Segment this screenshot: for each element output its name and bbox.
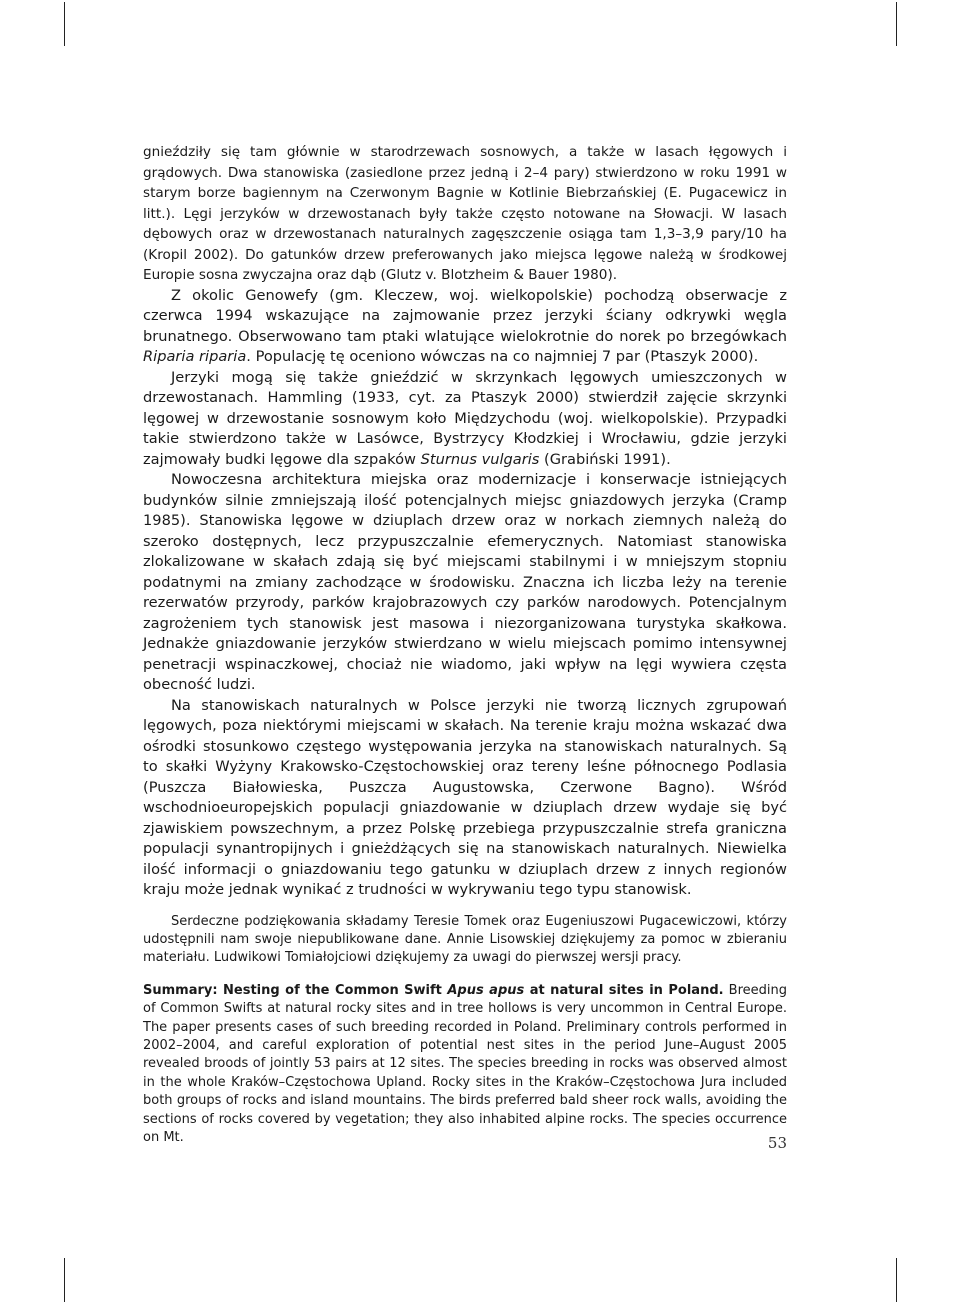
paragraph-2-text-b: . Populację tę oceniono wówczas na co najmniej 7 par (Ptaszyk 2000). <box>246 348 759 365</box>
crop-mark-top-right <box>896 2 897 46</box>
paragraph-1-part-a: gnieździły się tam głównie w starodrzewach sosnowych, a także w lasach łęgowych i grądowych. Dwa stanowiska (zasiedlone przez jedną i 2–4 pary) stwierdzono w roku 1991 w starym borze bagiennym na Czerwonym Bagnie w Kotlinie Biebrzańskiej (E. Pugacewicz in litt.). <box>143 144 787 222</box>
summary-section <box>143 982 787 1148</box>
summary-heading-a: Summary: Nesting of the Common Swift <box>143 982 448 998</box>
crop-mark-top-left <box>64 2 65 46</box>
summary-body: Breeding of Common Swifts at natural rocky sites and in tree hollows is very uncommon in Central Europe. The paper presents cases of such breeding recorded in Poland. Preliminary controls performed in 2002–2004, and careful exploration of potential nest sites in the period June–August 2005 revealed broods of jointly 53 pairs at 12 sites. The species breeding in rocks was observed almost in the whole Kraków–Częstochowa Upland. Rocky sites in the Kraków–Częstochowa Jura included both groups of rocks and island mountains. The birds preferred bald sheer rock walls, avoiding the sections of rocks covered by vegetation; they also inhabited alpine rocks. The species occurrence on Mt. <box>143 982 787 1145</box>
page-number: 53 <box>767 1134 787 1152</box>
paragraph-3-text-b: (Grabiński 1991). <box>539 450 671 468</box>
paragraph-1-part-b: Lęgi jerzyków w drzewostanach były także często notowane na Słowacji. W lasach dębowych oraz w drzewostanach naturalnych zagęszczenie osiąga tam 1,3–3,9 pary/10 ha (Kropil 2002). Do gatunków drzew preferowanych jako miejsca lęgowe należą w środkowej Europie sosna zwyczajna oraz dąb (Glutz v. Blotzheim & Bauer 1980). <box>143 205 788 283</box>
page-body <box>143 142 787 1147</box>
paragraph-2 <box>143 286 787 368</box>
species-name-sturnus: Sturnus vulgaris <box>420 450 540 468</box>
summary-heading-b: at natural sites in Poland. <box>524 982 724 998</box>
paragraph-5: Na stanowiskach naturalnych w Polsce jerzyki nie tworzą licznych zgrupowań lęgowych, poza niektórymi miejscami w skałach. Na terenie kraju można wskazać dwa ośrodki stosunkowo częstego występowania jerzyka na stanowiskach naturalnych. Są to skałki Wyżyny Krakowsko-Częstochowskiej oraz tereny leśne północnego Podlasia (Puszcza Białowieska, Puszcza Augustowska, Czerwone Bagno). Wśród wschodnioeuropejskich populacji gniazdowanie w dziuplach drzew wydaje się być zjawiskiem powszechnym, a przez Polskę przebiega przypuszczalnie strefa graniczna populacji synantropijnych i gnieżdżących się na stanowiskach naturalnych. Niewielka ilość informacji o gniazdowaniu tego gatunku w dziuplach drzew z innych regionów kraju może jednak wynikać z trudności w wykrywaniu tego typu stanowisk. <box>143 696 787 898</box>
crop-mark-bottom-right <box>896 1258 897 1302</box>
crop-mark-bottom-left <box>64 1258 65 1302</box>
paragraph-3 <box>143 368 787 471</box>
acknowledgement-text: Serdeczne podziękowania składamy Teresie Tomek oraz Eugeniuszowi Pugacewiczowi, którzy udostępnili nam swoje niepublikowane dane. Annie Lisowskiej dziękujemy za pomoc w zbieraniu materiału. Ludwikowi Tomiałojciowi dziękujemy za uwagi do pierwszej wersji pracy. <box>143 913 787 966</box>
paragraph-4: Nowoczesna architektura miejska oraz modernizacje i konserwacje istniejących budynków silnie zmniejszają ilość potencjalnych miejsc gniazdowych jerzyka (Cramp 1985). Stanowiska lęgowe w dziuplach drzew oraz w norkach ziemnych należą do szeroko dostępnych, lecz przypuszczalnie efemerycznych. Natomiast stanowiska zlokalizowane w skałach zdają się być miejscami stabilnymi i w mniejszym stopniu podatnymi na zmiany zachodzące w środowisku. Znaczna ich liczba leży na terenie rezerwatów przyrody, parków krajobrazowych czy parków narodowych. Potencjalnym zagrożeniem tych stanowisk jest masowa i niezorganizowana turystyka skałkowa. Jednakże gniazdowanie jerzyków stwierdzano w wielu miejscach pomimo intensywnej penetracji wspinaczkowej, chociaż nie wiadomo, jaki wpływ na lęgi wywiera częsta obecność ludzi. <box>143 471 787 693</box>
species-name-apus: Apus apus <box>447 982 525 998</box>
summary-paragraph <box>143 982 787 1148</box>
main-text <box>143 142 787 901</box>
paragraph-2-text-a: Z okolic Genowefy (gm. Kleczew, woj. wielkopolskie) pochodzą obserwacje z czerwca 1994 wskazujące na zajmowanie przez jerzyki ściany odkrywki węgla brunatnego. Obserwowano tam ptaki wlatujące wielokrotnie do norek po brzegówkach <box>143 286 787 345</box>
acknowledgements <box>143 913 787 968</box>
species-name-riparia: Riparia riparia <box>143 348 247 365</box>
summary-heading <box>143 983 724 998</box>
paragraph-1 <box>143 142 787 286</box>
paragraph-3-text-a: Jerzyki mogą się także gnieździć w skrzynkach lęgowych umieszczonych w drzewostanach. Hammling (1933, cyt. za Ptaszyk 2000) stwierdził zajęcie skrzynki lęgowej w drzewostanie sosnowym koło Międzychodu (woj. wielkopolskie). Przypadki takie stwierdzono także w Lasówce, Bystrzycy Kłodzkiej i Wrocławiu, gdzie jerzyki zajmowały budki lęgowe dla szpaków <box>143 368 787 468</box>
